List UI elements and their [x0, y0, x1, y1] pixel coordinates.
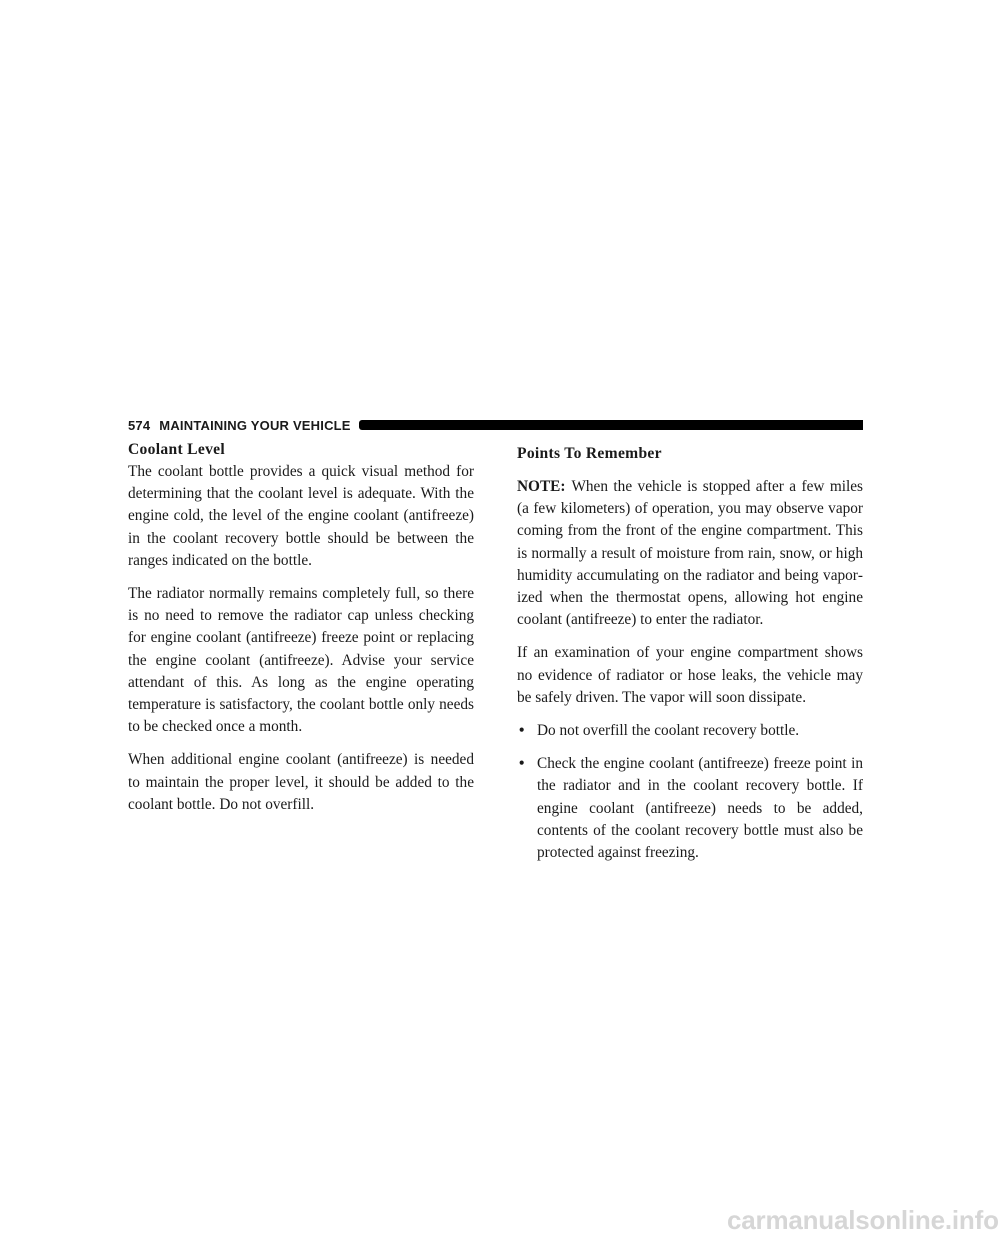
examination-paragraph: If an examination of your engine compartment shows no evidence of radiator or hose leaks, the vehicle may be safely driven. The vapor will soon dissipate. [517, 644, 863, 706]
bullet-icon: • [519, 722, 525, 740]
running-header [128, 418, 863, 432]
coolant-paragraph-2: The radiator normally remains completely full, so there is no need to remove the radiator cap unless checking for engine coolant (antifreeze) freeze point or replacing the engine coolant (antifreeze). Advise your service attendant of this. As long as the engine operating temperature is satisfactory, the coolant bottle only needs to be checked once a month. [128, 585, 474, 736]
list-item [517, 753, 863, 864]
list-item-text: Check the engine coolant (antifreeze) freeze point in the radiator and in the coolant recovery bottle. If engine coolant (antifreeze) needs to be added, contents of the coolant recovery bottle must also be protected against freezing. [537, 755, 863, 862]
list-item-text: Do not overfill the coolant recovery bottle. [537, 722, 800, 740]
coolant-level-heading: Coolant Level [128, 441, 226, 458]
left-column [128, 439, 474, 827]
page-number: 574 [128, 417, 151, 433]
watermark-text: carmanualsonline.info [727, 1205, 999, 1235]
section-title: MAINTAINING YOUR VEHICLE [159, 417, 351, 433]
coolant-paragraph-3: When additional engine coolant (antifreeze) is needed to maintain the proper level, it should be added to the coolant bottle. Do not overfill. [128, 751, 474, 813]
note-text: When the vehicle is stopped after a few miles (a few kilometers) of operation, you may observe vapor coming from the front of the engine compartment. This is normally a result of moisture from rain, snow, or high humidity accumulating on the radiator and being vaporized when the thermostat opens, allowing hot engine coolant (antifreeze) to enter the radiator. [517, 478, 863, 629]
note-paragraph [517, 476, 863, 631]
list-item [517, 720, 863, 742]
right-column [517, 443, 863, 875]
coolant-paragraph-1: The coolant bottle provides a quick visual method for determining that the coolant level is adequate. With the engine cold, the level of the engine coolant (antifreeze) in the coolant recovery bottle should be between the ranges indicated on the bottle. [128, 463, 474, 569]
points-to-remember-heading: Points To Remember [517, 445, 662, 462]
bullet-list [517, 720, 863, 864]
note-label: NOTE: [517, 478, 566, 495]
bullet-icon: • [519, 755, 525, 773]
header-rule [359, 420, 863, 430]
